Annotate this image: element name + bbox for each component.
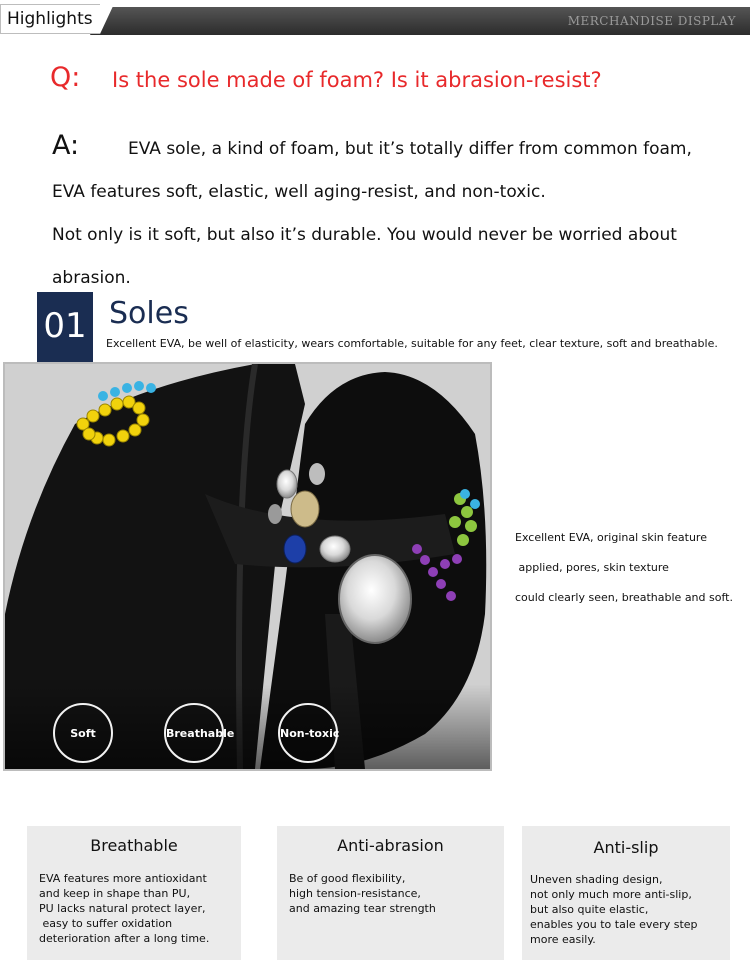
feature-line: and keep in shape than PU, — [39, 887, 191, 900]
feature-title: Breathable — [90, 836, 178, 855]
section-subtitle: Excellent EVA, be well of elasticity, wears comfortable, suitable for any feet, clear texture, soft and breathable. — [106, 337, 718, 350]
feature-line: Uneven shading design, — [530, 873, 663, 886]
feature-panel-anti-slip — [522, 826, 730, 960]
answer-line-2: EVA features soft, elastic, well aging-resist, and non-toxic. — [52, 182, 546, 202]
feature-line: PU lacks natural protect layer, — [39, 902, 206, 915]
highlights-tab: Highlights — [0, 4, 100, 34]
feature-description — [289, 871, 436, 916]
answer-line-3: Not only is it soft, but also it’s durable. You would never be worried about — [52, 225, 677, 245]
answer-line-1: EVA sole, a kind of foam, but it’s totally differ from common foam, — [128, 139, 692, 159]
feature-line: Be of good flexibility, — [289, 872, 406, 885]
section-number-badge: 01 — [37, 292, 93, 362]
feature-line: not only much more anti-slip, — [530, 888, 692, 901]
section-title: Soles — [109, 296, 189, 331]
feature-line: easy to suffer oxidation — [39, 917, 173, 930]
feature-panel-anti-abrasion — [277, 826, 504, 960]
answer-line-4: abrasion. — [52, 268, 131, 288]
badge-soft: Soft — [53, 703, 113, 763]
badge-non-toxic: Non-toxic — [278, 703, 338, 763]
feature-line: but also quite elastic, — [530, 903, 649, 916]
answer-mark-label: A: — [52, 130, 80, 161]
question-mark-label: Q: — [50, 62, 81, 93]
side-text-line-2: applied, pores, skin texture — [515, 561, 669, 574]
feature-description — [39, 871, 209, 946]
side-text-line-1: Excellent EVA, original skin feature — [515, 531, 707, 544]
feature-line: more easily. — [530, 933, 596, 946]
feature-description — [530, 872, 698, 947]
question-text: Is the sole made of foam? Is it abrasion-resist? — [112, 68, 602, 92]
feature-title: Anti-slip — [593, 838, 659, 857]
merchandise-display-label: MERCHANDISE DISPLAY — [567, 14, 736, 28]
feature-line: high tension-resistance, — [289, 887, 421, 900]
feature-line: EVA features more antioxidant — [39, 872, 207, 885]
feature-line: and amazing tear strength — [289, 902, 436, 915]
badge-breathable: Breathable — [164, 703, 224, 763]
side-text-line-3: could clearly seen, breathable and soft. — [515, 591, 733, 604]
feature-panel-breathable — [27, 826, 241, 960]
feature-title: Anti-abrasion — [337, 836, 444, 855]
highlights-header — [0, 0, 750, 38]
feature-line: deterioration after a long time. — [39, 932, 210, 945]
feature-line: enables you to tale every step — [530, 918, 698, 931]
